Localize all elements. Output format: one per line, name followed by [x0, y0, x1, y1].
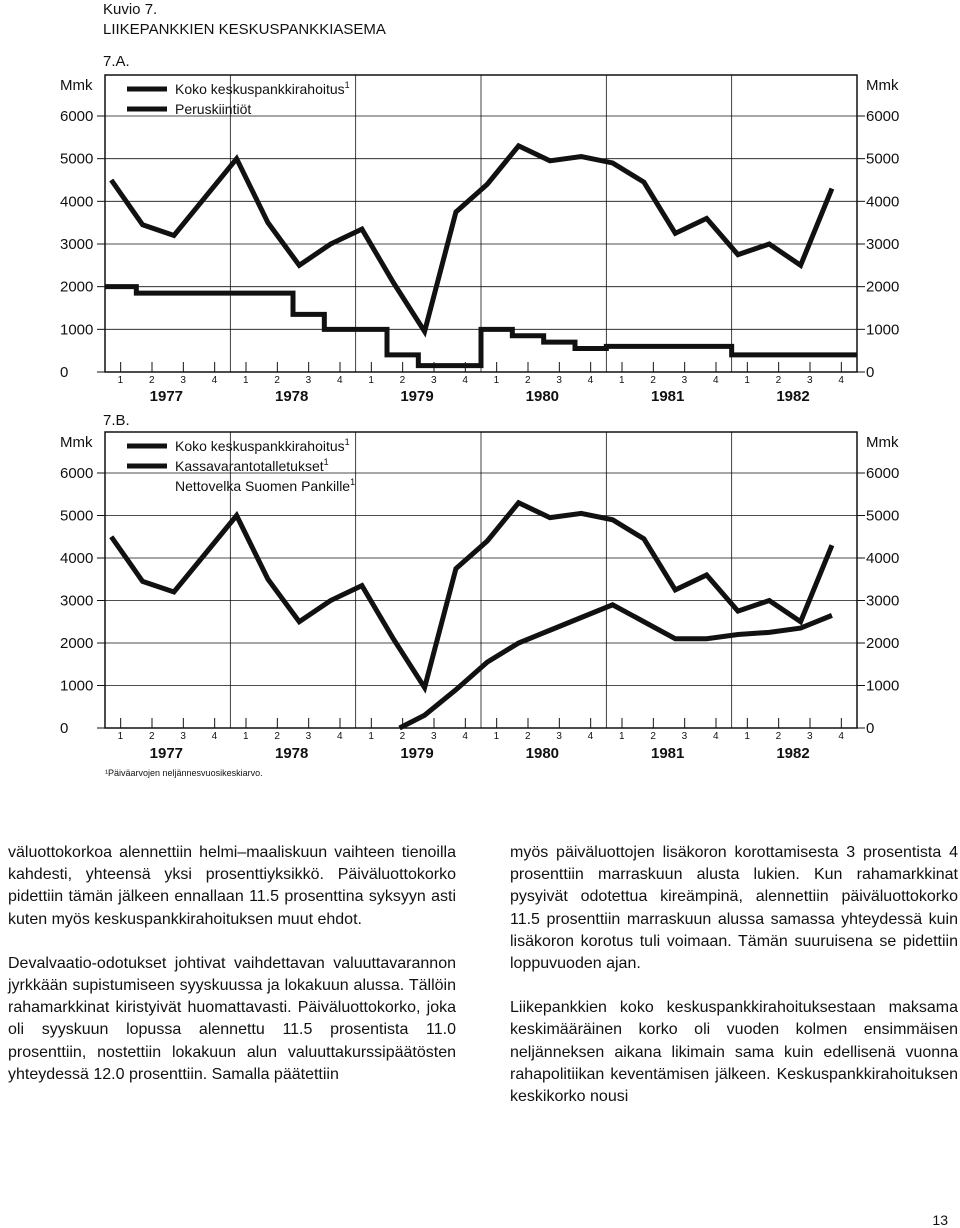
y-tick-label-left: 4000 [60, 193, 94, 211]
x-tick-label: 3 [431, 375, 437, 386]
year-label: 1982 [776, 745, 810, 762]
y-tick-label-right: 5000 [866, 150, 900, 168]
x-tick-label: 2 [399, 731, 406, 742]
x-tick-label: 1 [619, 375, 625, 386]
x-tick-label: 3 [681, 731, 688, 742]
x-tick-label: 2 [650, 375, 656, 386]
legend-footnote-mark: 1 [350, 477, 356, 487]
x-tick-label: 3 [556, 731, 562, 742]
x-tick-label: 1 [493, 375, 500, 386]
x-tick-label: 3 [180, 731, 186, 742]
y-tick-label-right: 0 [866, 364, 875, 381]
figure-number: Kuvio 7. [103, 1, 158, 18]
x-tick-label: 1 [117, 375, 124, 386]
legend-footnote-mark: 1 [344, 80, 350, 90]
year-label: 1979 [400, 388, 434, 405]
year-label: 1978 [275, 745, 309, 762]
x-tick-label: 4 [211, 375, 218, 386]
x-tick-label: 1 [117, 731, 124, 742]
legend-footnote-mark: 1 [344, 437, 350, 447]
y-tick-label-right: 2000 [866, 278, 900, 296]
year-label: 1982 [776, 388, 810, 405]
y-unit-left: Mmk [60, 77, 93, 94]
chart-footnote: ¹Päiväarvojen neljännesvuosikeskiarvo. [105, 768, 263, 778]
y-tick-label-left: 6000 [60, 108, 94, 125]
x-tick-label: 3 [305, 731, 312, 742]
text-column-left [8, 842, 456, 1108]
y-tick-label-left: 3000 [60, 236, 94, 253]
y-tick-label-right: 6000 [866, 108, 900, 125]
x-tick-label: 4 [713, 731, 719, 742]
x-tick-label: 1 [243, 731, 249, 742]
x-tick-label: 2 [399, 375, 406, 386]
x-tick-label: 3 [681, 375, 688, 386]
y-tick-label-left: 2000 [60, 278, 94, 296]
y-tick-label-right: 5000 [866, 507, 900, 525]
panel-label: 7.B. [103, 412, 130, 429]
y-unit-left: Mmk [60, 434, 93, 451]
x-tick-label: 4 [838, 731, 844, 742]
y-tick-label-left: 5000 [60, 507, 94, 525]
paragraph: Devalvaatio-odotukset johtivat vaihdettavan valuuttavarannon jyrkkään supistumiseen syyskuussa ja lokakuun alussa. Tällöin rahamarkkinat kiristyivät huomattavasti. Päiväluottokorko, joka oli syyskuun lopussa alennettu 11.5 prosentista 11.0 prosenttiin, nostettiin lokakuun alun valuuttakurssipäätösten yhteydessä 12.0 prosenttiin. Samalla päätettiin [8, 954, 456, 1083]
x-tick-label: 2 [525, 375, 531, 386]
x-tick-label: 3 [431, 731, 437, 742]
x-tick-label: 3 [180, 375, 186, 386]
y-tick-label-right: 1000 [866, 677, 900, 695]
year-label: 1981 [651, 745, 685, 762]
x-tick-label: 4 [337, 731, 343, 742]
y-tick-label-left: 4000 [60, 550, 94, 567]
chart-7b [60, 412, 899, 762]
legend-entry-label: Nettovelka Suomen Pankille [175, 478, 351, 494]
y-unit-right: Mmk [866, 434, 899, 451]
x-tick-label: 2 [274, 731, 280, 742]
y-tick-label-right: 1000 [866, 321, 900, 339]
x-tick-label: 1 [619, 731, 625, 742]
legend-entry [175, 80, 350, 97]
x-tick-label: 1 [368, 375, 374, 386]
page-number: 13 [932, 1212, 948, 1228]
x-tick-label: 4 [462, 731, 468, 742]
y-tick-label-left: 1000 [60, 321, 94, 339]
y-tick-label-left: 2000 [60, 635, 94, 652]
y-tick-label-left: 1000 [60, 677, 94, 695]
x-tick-label: 1 [493, 731, 500, 742]
legend-footnote-mark: 1 [323, 457, 329, 467]
y-tick-label-right: 0 [866, 720, 875, 737]
x-tick-label: 4 [211, 731, 218, 742]
year-label: 1981 [651, 388, 685, 405]
legend-entry [175, 477, 355, 494]
x-tick-label: 2 [525, 731, 531, 742]
paragraph: Liikepankkien koko keskuspankkirahoituksestaan maksama keskimääräinen korko oli vuoden kolmen ensimmäisen neljänneksen aikana likimain sama kuin edellisenä vuonna rahapolitiikan keventämisen jälkeen. Keskuspankkirahoituksen keskikorko nousi [510, 999, 958, 1106]
y-tick-label-left: 6000 [60, 465, 94, 482]
x-tick-label: 2 [775, 731, 782, 742]
text-column-right [510, 842, 958, 1130]
x-tick-label: 2 [650, 731, 656, 742]
x-tick-label: 3 [807, 731, 813, 742]
x-tick-label: 4 [337, 375, 343, 386]
year-label: 1977 [149, 388, 184, 405]
series-line [111, 146, 832, 332]
y-unit-right: Mmk [866, 77, 899, 94]
x-tick-label: 4 [462, 375, 468, 386]
figure-title: LIIKEPANKKIEN KESKUSPANKKIASEMA [103, 21, 386, 38]
x-tick-label: 2 [775, 375, 782, 386]
y-tick-label-right: 4000 [866, 550, 900, 567]
x-tick-label: 4 [713, 375, 719, 386]
x-tick-label: 1 [744, 375, 750, 386]
series-line [111, 503, 832, 688]
year-label: 1979 [400, 745, 434, 762]
chart-7a [60, 53, 899, 405]
x-tick-label: 3 [807, 375, 813, 386]
legend-entry-label: Peruskiintiöt [175, 101, 252, 117]
legend-entry [175, 437, 350, 454]
legend-entry-label: Koko keskuspankkirahoitus [175, 81, 345, 97]
series-line [400, 605, 832, 728]
year-label: 1977 [149, 745, 184, 762]
y-tick-label-right: 2000 [866, 635, 900, 652]
x-tick-label: 3 [305, 375, 312, 386]
y-tick-label-left: 0 [60, 364, 69, 381]
y-tick-label-left: 5000 [60, 150, 94, 168]
x-tick-label: 2 [274, 375, 280, 386]
year-label: 1978 [275, 388, 309, 405]
x-tick-label: 4 [587, 375, 594, 386]
y-tick-label-right: 6000 [866, 465, 900, 482]
legend-entry-label: Koko keskuspankkirahoitus [175, 438, 345, 454]
y-tick-label-right: 4000 [866, 193, 900, 211]
year-label: 1980 [525, 745, 560, 762]
year-label: 1980 [525, 388, 560, 405]
y-tick-label-right: 3000 [866, 592, 900, 610]
x-tick-label: 4 [838, 375, 844, 386]
panel-label: 7.A. [103, 53, 130, 70]
x-tick-label: 3 [556, 375, 562, 386]
legend-entry [175, 101, 251, 117]
y-tick-label-left: 3000 [60, 592, 94, 610]
x-tick-label: 1 [368, 731, 374, 742]
y-tick-label-right: 3000 [866, 236, 900, 253]
x-tick-label: 1 [744, 731, 750, 742]
legend-entry-label: Kassavarantotalletukset [175, 458, 324, 474]
y-tick-label-left: 0 [60, 720, 69, 737]
x-tick-label: 2 [149, 731, 155, 742]
x-tick-label: 4 [587, 731, 594, 742]
legend-entry [175, 457, 329, 474]
paragraph: väluottokorkoa alennettiin helmi–maaliskuun vaihteen tienoilla kahdesti, yhteensä yksi prosenttiyksikkö. Päiväluottokorko pidettiin tämän jälkeen ennallaan 11.5 prosenttina syksyyn asti kuten myös keskuspankkirahoituksen muut ehdot. [8, 844, 456, 928]
paragraph: myös päiväluottojen lisäkoron korottamisesta 3 prosentista 4 prosenttiin marraskuun alusta lukien. Kun rahamarkkinat pysyivät odotettua kireämpinä, alennettiin päiväluottokorko 11.5 prosenttiin marraskuun alussa samassa yhteydessä kuin lisäkoron korotus tuli voimaan. Tämän suuruisena se pidettiin loppuvuoden ajan. [510, 844, 958, 973]
x-tick-label: 1 [243, 375, 249, 386]
x-tick-label: 2 [149, 375, 155, 386]
